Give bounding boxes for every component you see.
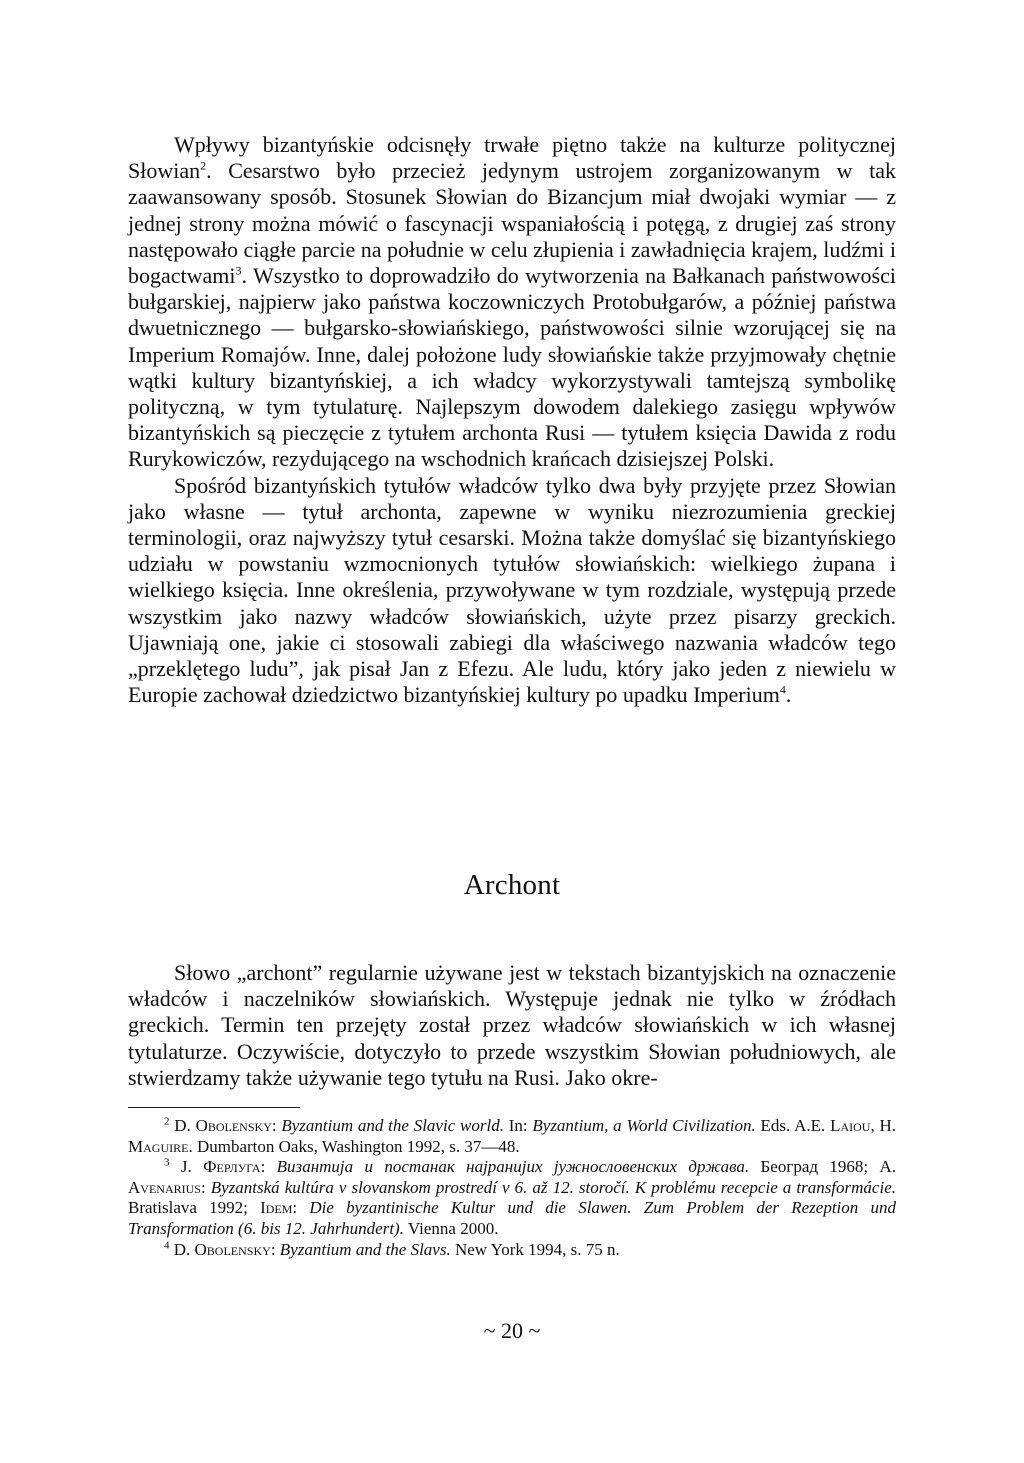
author-name: Avenarius: [128, 1177, 201, 1197]
text-run: . Dumbarton Oaks, Washington 1992, s. 37—48.: [188, 1136, 520, 1156]
text-run: J.: [169, 1157, 204, 1177]
text-run: . Wszystko to doprowadziło do wytworzenia na Bałkanach państwowości bułgarskiej, najpierw jako państwa koczowniczych Protobułgarów, a później państwa dwuetnicznego — bułgarsko-słowiańskiego, państwowości silnie wzorującej się na Imperium Romajów. Inne, dalej położone ludy słowiańskie także przyjmowały chętnie wątki kultury bizantyńskiej, a ich władcy wykorzystywali tamtejszą symbolikę polityczną, w tym tytulaturę. Najlepszym dowodem dalekiego zasięgu wpływów bizantyńskich są pieczęcie z tytułem archonta Rusi — tytułem księcia Dawida z rodu Rurykowiczów, rezydującego na wschodnich krańcach dzisiejszej Polski.: [128, 263, 896, 472]
text-run: D.: [169, 1239, 195, 1259]
author-name: Maguire: [128, 1136, 189, 1156]
text-run: .: [785, 682, 792, 708]
footnote-ref: 4: [164, 1238, 170, 1251]
italic-title: Die byzantinische Kultur und die Slawen. Zum Problem der Rezeption und Transformation (6. bis 12. Jahrhundert).: [128, 1198, 896, 1238]
author-name: Idem: [260, 1198, 293, 1218]
footnote-ref: 2: [200, 158, 207, 173]
footnote-ref: 3: [235, 263, 242, 278]
body-text-before-heading: [128, 132, 896, 708]
section-heading: Archont: [463, 869, 561, 901]
footnote-separator: [128, 1107, 300, 1108]
footnote: [128, 1240, 896, 1261]
text-run: , H.: [870, 1116, 897, 1135]
text-run: :: [292, 1198, 310, 1218]
author-name: Obolensky: [194, 1239, 271, 1259]
author-name: Laiou: [830, 1116, 871, 1135]
body-text-after-heading: [128, 960, 896, 1091]
footnote: [128, 1116, 896, 1157]
text-run: :: [271, 1116, 282, 1135]
text-run: Београд 1968; A.: [749, 1157, 896, 1177]
text-run: Wpływy bizantyńskie odcisnęły trwałe piętno także na kulturze politycznej Słowian: [128, 132, 896, 184]
text-run: :: [200, 1177, 211, 1197]
paragraph: [128, 960, 896, 1091]
text-run: . Cesarstwo było przecież jedynym ustrojem zorganizowanym w tak zaawansowany sposób. Stosunek Słowian do Bizancjum miał dwojaki wymiar — z jednej strony można mówić o fascynacji wspaniałością i potęgą, z drugiej zaś strony następowało ciągłe parcie na południe w celu złupienia i zawładnięcia krajem, ludźmi i bogactwami: [128, 158, 896, 289]
text-run: D.: [169, 1116, 196, 1135]
italic-title: Byzantská kultúra v slovanskom prostredí v 6. až 12. storočí. K problému recepcie a transformácie.: [210, 1177, 896, 1197]
paragraph: [128, 132, 896, 473]
footnote-ref: 4: [779, 682, 786, 697]
italic-title: Byzantium, a World Civilization.: [532, 1116, 756, 1135]
text-run: New York 1994, s. 75 n.: [450, 1239, 620, 1259]
text-run: Vienna 2000.: [403, 1218, 499, 1238]
text-run: Spośród bizantyńskich tytułów władców tylko dwa były przyjęte przez Słowian jako własne — tytuł archonta, zapewne w wyniku niezrozumienia greckiej terminologii, oraz najwyższy tytuł cesarski. Można także domyślać się bizantyńskiego udziału w powstaniu wzmocnionych tytułów słowiańskich: wielkiego żupana i wielkiego księcia. Inne określenia, przywoływane w tym rozdziale, występują przede wszystkim jako nazwy władców słowiańskich, użyte przez pisarzy greckich. Ujawniają one, jakie ci stosowali zabiegi dla właściwego nazwania władców tego „przeklętego ludu”, jak pisał Jan z Efezu. Ale ludu, który jako jeden z niewielu w Europie zachował dziedzictwo bizantyńskiej kultury po upadku Imperium: [128, 472, 896, 708]
text-run: :: [260, 1157, 277, 1177]
footnote: [128, 1157, 896, 1239]
italic-title: Byzantium and the Slavic world.: [281, 1116, 504, 1135]
text-run: Słowo „archont” regularnie używane jest w tekstach bizantyjskich na oznaczenie władców i naczelników słowiańskich. Występuje jednak nie tylko w źródłach greckich. Termin ten przejęty został przez władców słowiańskich w ich własnej tytulaturze. Oczywiście, dotyczyło to przede wszystkim Słowian południowych, ale stwierdzamy także używanie tego tytułu na Rusi. Jako okre-: [128, 960, 896, 1090]
text-run: Bratislava 1992;: [128, 1198, 261, 1218]
text-run: Eds. A.E.: [755, 1116, 831, 1135]
paragraph: [128, 473, 896, 709]
italic-title: Byzantium and the Slavs.: [279, 1239, 451, 1259]
text-run: In:: [503, 1116, 533, 1135]
footnote-ref: 3: [164, 1156, 170, 1169]
italic-title: Византија и постанак најранијих јужнословенских држава.: [276, 1157, 750, 1177]
text-run: :: [270, 1239, 280, 1259]
footnotes: [128, 1116, 896, 1260]
author-name: Obolensky: [195, 1116, 272, 1135]
page-number: ~ 20 ~: [483, 1318, 541, 1343]
author-name: Ферлуга: [203, 1157, 261, 1177]
footnote-ref: 2: [164, 1115, 170, 1128]
